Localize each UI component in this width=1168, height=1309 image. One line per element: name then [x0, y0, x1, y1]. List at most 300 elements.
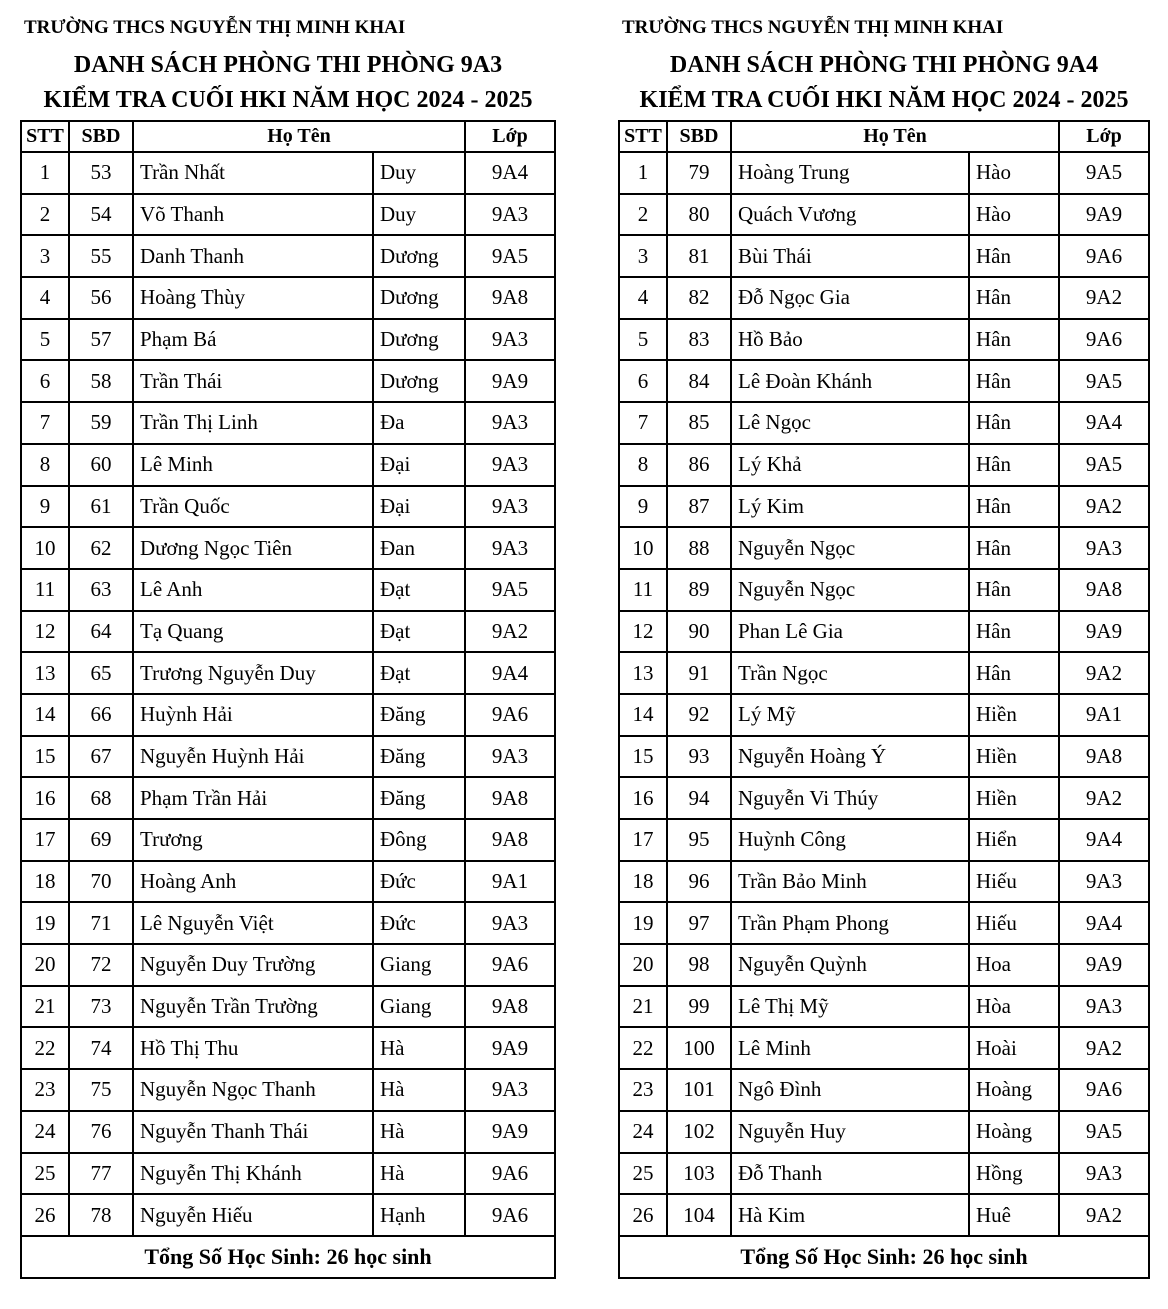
- cell-stt: 22: [21, 1027, 69, 1069]
- cell-given-name: Đức: [373, 861, 465, 903]
- cell-sbd: 67: [69, 736, 133, 778]
- cell-sbd: 75: [69, 1069, 133, 1111]
- cell-sbd: 53: [69, 152, 133, 194]
- cell-sbd: 99: [667, 986, 731, 1028]
- sheet-title: DANH SÁCH PHÒNG THI PHÒNG 9A3: [73, 52, 503, 78]
- student-row: [619, 444, 1149, 486]
- cell-stt: 24: [619, 1111, 667, 1153]
- cell-class: 9A9: [465, 1111, 555, 1153]
- student-row: [21, 235, 555, 277]
- student-row: [21, 861, 555, 903]
- student-row: [619, 736, 1149, 778]
- cell-stt: 15: [619, 736, 667, 778]
- student-row: [21, 736, 555, 778]
- cell-class: 9A3: [465, 194, 555, 236]
- cell-stt: 12: [21, 611, 69, 653]
- student-row: [619, 1153, 1149, 1195]
- cell-stt: 7: [619, 402, 667, 444]
- student-row: [619, 360, 1149, 402]
- cell-class: 9A5: [465, 235, 555, 277]
- cell-stt: 24: [21, 1111, 69, 1153]
- cell-stt: 11: [619, 569, 667, 611]
- student-row: [21, 360, 555, 402]
- cell-family-name: Lê Anh: [133, 569, 373, 611]
- cell-sbd: 66: [69, 694, 133, 736]
- cell-given-name: Hoàng: [969, 1069, 1059, 1111]
- cell-given-name: Đại: [373, 486, 465, 528]
- cell-given-name: Đăng: [373, 777, 465, 819]
- cell-class: 9A6: [465, 694, 555, 736]
- cell-stt: 9: [619, 486, 667, 528]
- cell-given-name: Đan: [373, 527, 465, 569]
- cell-family-name: Đỗ Ngọc Gia: [731, 277, 969, 319]
- student-row: [619, 819, 1149, 861]
- cell-sbd: 103: [667, 1153, 731, 1195]
- student-row: [619, 944, 1149, 986]
- cell-sbd: 63: [69, 569, 133, 611]
- cell-family-name: Trần Nhất: [133, 152, 373, 194]
- cell-class: 9A5: [465, 569, 555, 611]
- cell-stt: 4: [21, 277, 69, 319]
- sheet-subtitle: KIỂM TRA CUỐI HKI NĂM HỌC 2024 - 2025: [43, 87, 533, 113]
- col-header-stt: STT: [619, 121, 667, 152]
- cell-sbd: 92: [667, 694, 731, 736]
- cell-family-name: Bùi Thái: [731, 235, 969, 277]
- cell-stt: 14: [619, 694, 667, 736]
- cell-sbd: 72: [69, 944, 133, 986]
- cell-class: 9A6: [1059, 235, 1149, 277]
- cell-given-name: Đăng: [373, 694, 465, 736]
- cell-class: 9A1: [1059, 694, 1149, 736]
- cell-class: 9A3: [1059, 527, 1149, 569]
- cell-given-name: Hòa: [969, 986, 1059, 1028]
- cell-sbd: 84: [667, 360, 731, 402]
- cell-stt: 13: [619, 652, 667, 694]
- cell-stt: 2: [619, 194, 667, 236]
- student-row: [619, 986, 1149, 1028]
- cell-given-name: Hân: [969, 444, 1059, 486]
- cell-family-name: Trần Ngọc: [731, 652, 969, 694]
- student-row: [21, 611, 555, 653]
- cell-stt: 6: [619, 360, 667, 402]
- cell-given-name: Giang: [373, 944, 465, 986]
- cell-family-name: Phan Lê Gia: [731, 611, 969, 653]
- cell-stt: 6: [21, 360, 69, 402]
- col-header-stt: STT: [21, 121, 69, 152]
- cell-class: 9A3: [465, 402, 555, 444]
- cell-sbd: 96: [667, 861, 731, 903]
- cell-family-name: Nguyễn Vi Thúy: [731, 777, 969, 819]
- total-row: [21, 1236, 555, 1278]
- cell-class: 9A3: [1059, 1153, 1149, 1195]
- cell-stt: 25: [619, 1153, 667, 1195]
- cell-given-name: Duy: [373, 152, 465, 194]
- cell-sbd: 59: [69, 402, 133, 444]
- cell-class: 9A3: [1059, 986, 1149, 1028]
- cell-sbd: 70: [69, 861, 133, 903]
- cell-given-name: Đạt: [373, 652, 465, 694]
- cell-sbd: 57: [69, 319, 133, 361]
- student-row: [619, 194, 1149, 236]
- cell-class: 9A3: [465, 1069, 555, 1111]
- cell-class: 9A2: [1059, 777, 1149, 819]
- cell-stt: 20: [21, 944, 69, 986]
- cell-family-name: Nguyễn Trần Trường: [133, 986, 373, 1028]
- cell-class: 9A6: [1059, 319, 1149, 361]
- cell-given-name: Hào: [969, 152, 1059, 194]
- cell-class: 9A9: [1059, 611, 1149, 653]
- cell-stt: 2: [21, 194, 69, 236]
- header-row: [619, 121, 1149, 152]
- cell-family-name: Nguyễn Ngọc: [731, 527, 969, 569]
- cell-given-name: Hân: [969, 527, 1059, 569]
- cell-stt: 21: [619, 986, 667, 1028]
- col-header-hoten: Họ Tên: [133, 121, 465, 152]
- cell-stt: 16: [21, 777, 69, 819]
- cell-family-name: Trần Thái: [133, 360, 373, 402]
- exam-room-sheet-9a3: [20, 0, 556, 1309]
- cell-family-name: Ngô Đình: [731, 1069, 969, 1111]
- cell-class: 9A4: [1059, 902, 1149, 944]
- cell-family-name: Lê Thị Mỹ: [731, 986, 969, 1028]
- cell-family-name: Nguyễn Hoàng Ý: [731, 736, 969, 778]
- cell-class: 9A3: [465, 444, 555, 486]
- student-row: [21, 444, 555, 486]
- student-row: [619, 777, 1149, 819]
- roster-table-9a3: [20, 120, 556, 1279]
- cell-family-name: Nguyễn Huy: [731, 1111, 969, 1153]
- cell-class: 9A2: [1059, 486, 1149, 528]
- cell-sbd: 61: [69, 486, 133, 528]
- cell-family-name: Hồ Thị Thu: [133, 1027, 373, 1069]
- cell-class: 9A5: [1059, 152, 1149, 194]
- sheet-title: DANH SÁCH PHÒNG THI PHÒNG 9A4: [669, 52, 1099, 78]
- cell-given-name: Hà: [373, 1111, 465, 1153]
- cell-stt: 10: [619, 527, 667, 569]
- student-row: [21, 194, 555, 236]
- cell-family-name: Huỳnh Hải: [133, 694, 373, 736]
- student-row: [619, 611, 1149, 653]
- cell-stt: 15: [21, 736, 69, 778]
- cell-family-name: Nguyễn Huỳnh Hải: [133, 736, 373, 778]
- cell-stt: 10: [21, 527, 69, 569]
- cell-stt: 17: [21, 819, 69, 861]
- cell-given-name: Hạnh: [373, 1194, 465, 1236]
- cell-class: 9A8: [465, 819, 555, 861]
- cell-stt: 23: [21, 1069, 69, 1111]
- cell-family-name: Lý Mỹ: [731, 694, 969, 736]
- cell-given-name: Hân: [969, 611, 1059, 653]
- cell-stt: 1: [619, 152, 667, 194]
- cell-given-name: Hân: [969, 486, 1059, 528]
- student-row: [21, 902, 555, 944]
- cell-sbd: 81: [667, 235, 731, 277]
- cell-given-name: Hiếu: [969, 902, 1059, 944]
- cell-given-name: Hà: [373, 1153, 465, 1195]
- cell-class: 9A3: [465, 486, 555, 528]
- cell-class: 9A2: [1059, 277, 1149, 319]
- student-row: [21, 652, 555, 694]
- cell-family-name: Võ Thanh: [133, 194, 373, 236]
- cell-sbd: 89: [667, 569, 731, 611]
- cell-sbd: 65: [69, 652, 133, 694]
- student-row: [619, 902, 1149, 944]
- cell-stt: 13: [21, 652, 69, 694]
- cell-sbd: 79: [667, 152, 731, 194]
- cell-given-name: Hà: [373, 1069, 465, 1111]
- student-row: [619, 861, 1149, 903]
- student-row: [619, 235, 1149, 277]
- cell-family-name: Lê Minh: [731, 1027, 969, 1069]
- cell-family-name: Hồ Bảo: [731, 319, 969, 361]
- cell-given-name: Hoa: [969, 944, 1059, 986]
- cell-family-name: Đỗ Thanh: [731, 1153, 969, 1195]
- student-row: [619, 569, 1149, 611]
- cell-sbd: 58: [69, 360, 133, 402]
- cell-class: 9A2: [1059, 652, 1149, 694]
- cell-class: 9A3: [465, 902, 555, 944]
- cell-class: 9A9: [1059, 194, 1149, 236]
- cell-sbd: 86: [667, 444, 731, 486]
- col-header-hoten: Họ Tên: [731, 121, 1059, 152]
- cell-family-name: Quách Vương: [731, 194, 969, 236]
- cell-class: 9A3: [1059, 861, 1149, 903]
- cell-given-name: Giang: [373, 986, 465, 1028]
- cell-stt: 18: [21, 861, 69, 903]
- cell-given-name: Hiền: [969, 736, 1059, 778]
- cell-class: 9A4: [1059, 819, 1149, 861]
- cell-family-name: Phạm Bá: [133, 319, 373, 361]
- cell-given-name: Hân: [969, 402, 1059, 444]
- cell-sbd: 95: [667, 819, 731, 861]
- cell-family-name: Tạ Quang: [133, 611, 373, 653]
- cell-class: 9A9: [465, 360, 555, 402]
- cell-sbd: 91: [667, 652, 731, 694]
- cell-family-name: Trương Nguyễn Duy: [133, 652, 373, 694]
- cell-sbd: 85: [667, 402, 731, 444]
- cell-sbd: 62: [69, 527, 133, 569]
- student-row: [21, 319, 555, 361]
- cell-given-name: Đại: [373, 444, 465, 486]
- student-row: [619, 694, 1149, 736]
- cell-given-name: Hà: [373, 1027, 465, 1069]
- cell-sbd: 90: [667, 611, 731, 653]
- cell-sbd: 88: [667, 527, 731, 569]
- cell-class: 9A5: [1059, 1111, 1149, 1153]
- student-row: [21, 152, 555, 194]
- cell-sbd: 101: [667, 1069, 731, 1111]
- student-row: [21, 1111, 555, 1153]
- cell-family-name: Lý Khả: [731, 444, 969, 486]
- student-row: [21, 694, 555, 736]
- cell-family-name: Lê Ngọc: [731, 402, 969, 444]
- cell-given-name: Đông: [373, 819, 465, 861]
- cell-class: 9A2: [1059, 1194, 1149, 1236]
- cell-class: 9A3: [465, 319, 555, 361]
- cell-given-name: Hân: [969, 360, 1059, 402]
- cell-given-name: Hoài: [969, 1027, 1059, 1069]
- student-row: [21, 1153, 555, 1195]
- cell-family-name: Nguyễn Thị Khánh: [133, 1153, 373, 1195]
- cell-sbd: 98: [667, 944, 731, 986]
- cell-sbd: 76: [69, 1111, 133, 1153]
- cell-stt: 3: [619, 235, 667, 277]
- cell-sbd: 54: [69, 194, 133, 236]
- cell-sbd: 87: [667, 486, 731, 528]
- cell-family-name: Nguyễn Thanh Thái: [133, 1111, 373, 1153]
- cell-family-name: Danh Thanh: [133, 235, 373, 277]
- cell-sbd: 80: [667, 194, 731, 236]
- cell-class: 9A5: [1059, 444, 1149, 486]
- cell-stt: 11: [21, 569, 69, 611]
- cell-family-name: Trần Thị Linh: [133, 402, 373, 444]
- cell-stt: 4: [619, 277, 667, 319]
- cell-class: 9A1: [465, 861, 555, 903]
- cell-stt: 9: [21, 486, 69, 528]
- cell-given-name: Hân: [969, 235, 1059, 277]
- cell-stt: 16: [619, 777, 667, 819]
- cell-sbd: 64: [69, 611, 133, 653]
- cell-given-name: Hân: [969, 277, 1059, 319]
- cell-stt: 20: [619, 944, 667, 986]
- cell-class: 9A8: [465, 777, 555, 819]
- cell-stt: 3: [21, 235, 69, 277]
- student-row: [21, 569, 555, 611]
- cell-given-name: Hiếu: [969, 861, 1059, 903]
- student-row: [619, 652, 1149, 694]
- cell-sbd: 56: [69, 277, 133, 319]
- cell-stt: 8: [619, 444, 667, 486]
- cell-family-name: Huỳnh Công: [731, 819, 969, 861]
- cell-stt: 12: [619, 611, 667, 653]
- cell-family-name: Phạm Trần Hải: [133, 777, 373, 819]
- school-name: TRƯỜNG THCS NGUYỄN THỊ MINH KHAI: [622, 17, 1004, 38]
- cell-family-name: Trần Phạm Phong: [731, 902, 969, 944]
- cell-family-name: Lý Kim: [731, 486, 969, 528]
- cell-given-name: Hiền: [969, 777, 1059, 819]
- student-row: [21, 486, 555, 528]
- cell-given-name: Hồng: [969, 1153, 1059, 1195]
- student-row: [21, 527, 555, 569]
- cell-family-name: Hoàng Trung: [731, 152, 969, 194]
- cell-given-name: Hân: [969, 652, 1059, 694]
- cell-given-name: Đạt: [373, 569, 465, 611]
- cell-sbd: 71: [69, 902, 133, 944]
- col-header-lop: Lớp: [465, 121, 555, 152]
- cell-stt: 19: [619, 902, 667, 944]
- student-row: [21, 944, 555, 986]
- col-header-sbd: SBD: [667, 121, 731, 152]
- cell-sbd: 83: [667, 319, 731, 361]
- cell-sbd: 69: [69, 819, 133, 861]
- cell-family-name: Nguyễn Ngọc Thanh: [133, 1069, 373, 1111]
- cell-class: 9A2: [1059, 1027, 1149, 1069]
- cell-stt: 21: [21, 986, 69, 1028]
- cell-class: 9A8: [1059, 569, 1149, 611]
- student-row: [619, 402, 1149, 444]
- school-name: TRƯỜNG THCS NGUYỄN THỊ MINH KHAI: [24, 17, 406, 38]
- cell-given-name: Hiển: [969, 819, 1059, 861]
- cell-class: 9A6: [465, 1153, 555, 1195]
- total-students-label: Tổng Số Học Sinh: 26 học sinh: [619, 1236, 1149, 1278]
- cell-family-name: Nguyễn Quỳnh: [731, 944, 969, 986]
- cell-given-name: Đa: [373, 402, 465, 444]
- student-row: [619, 319, 1149, 361]
- cell-sbd: 77: [69, 1153, 133, 1195]
- cell-class: 9A3: [465, 527, 555, 569]
- cell-given-name: Duy: [373, 194, 465, 236]
- student-row: [21, 402, 555, 444]
- cell-sbd: 100: [667, 1027, 731, 1069]
- cell-class: 9A6: [465, 1194, 555, 1236]
- roster-table-9a4: [618, 120, 1150, 1279]
- cell-class: 9A4: [465, 152, 555, 194]
- cell-class: 9A5: [1059, 360, 1149, 402]
- cell-sbd: 93: [667, 736, 731, 778]
- cell-stt: 23: [619, 1069, 667, 1111]
- cell-family-name: Nguyễn Duy Trường: [133, 944, 373, 986]
- cell-given-name: Dương: [373, 360, 465, 402]
- student-row: [21, 819, 555, 861]
- cell-given-name: Dương: [373, 235, 465, 277]
- cell-given-name: Huê: [969, 1194, 1059, 1236]
- cell-stt: 17: [619, 819, 667, 861]
- cell-class: 9A9: [465, 1027, 555, 1069]
- cell-sbd: 74: [69, 1027, 133, 1069]
- student-row: [619, 1069, 1149, 1111]
- cell-class: 9A8: [465, 986, 555, 1028]
- total-students-label: Tổng Số Học Sinh: 26 học sinh: [21, 1236, 555, 1278]
- cell-given-name: Hào: [969, 194, 1059, 236]
- cell-given-name: Dương: [373, 277, 465, 319]
- cell-stt: 22: [619, 1027, 667, 1069]
- cell-sbd: 78: [69, 1194, 133, 1236]
- student-row: [619, 1194, 1149, 1236]
- cell-given-name: Hân: [969, 319, 1059, 361]
- cell-family-name: Lê Minh: [133, 444, 373, 486]
- cell-given-name: Đăng: [373, 736, 465, 778]
- cell-family-name: Trần Bảo Minh: [731, 861, 969, 903]
- cell-stt: 5: [619, 319, 667, 361]
- cell-sbd: 60: [69, 444, 133, 486]
- student-row: [619, 486, 1149, 528]
- student-row: [21, 777, 555, 819]
- cell-sbd: 94: [667, 777, 731, 819]
- cell-given-name: Dương: [373, 319, 465, 361]
- student-row: [21, 1027, 555, 1069]
- cell-given-name: Hân: [969, 569, 1059, 611]
- cell-stt: 18: [619, 861, 667, 903]
- cell-stt: 26: [619, 1194, 667, 1236]
- col-header-sbd: SBD: [69, 121, 133, 152]
- student-row: [619, 527, 1149, 569]
- student-row: [21, 1194, 555, 1236]
- cell-sbd: 104: [667, 1194, 731, 1236]
- cell-class: 9A4: [465, 652, 555, 694]
- cell-family-name: Trương: [133, 819, 373, 861]
- cell-family-name: Hà Kim: [731, 1194, 969, 1236]
- cell-given-name: Đức: [373, 902, 465, 944]
- cell-family-name: Lê Đoàn Khánh: [731, 360, 969, 402]
- cell-class: 9A6: [465, 944, 555, 986]
- cell-class: 9A6: [1059, 1069, 1149, 1111]
- cell-stt: 25: [21, 1153, 69, 1195]
- cell-class: 9A3: [465, 736, 555, 778]
- cell-class: 9A8: [465, 277, 555, 319]
- cell-class: 9A4: [1059, 402, 1149, 444]
- student-row: [21, 1069, 555, 1111]
- cell-sbd: 68: [69, 777, 133, 819]
